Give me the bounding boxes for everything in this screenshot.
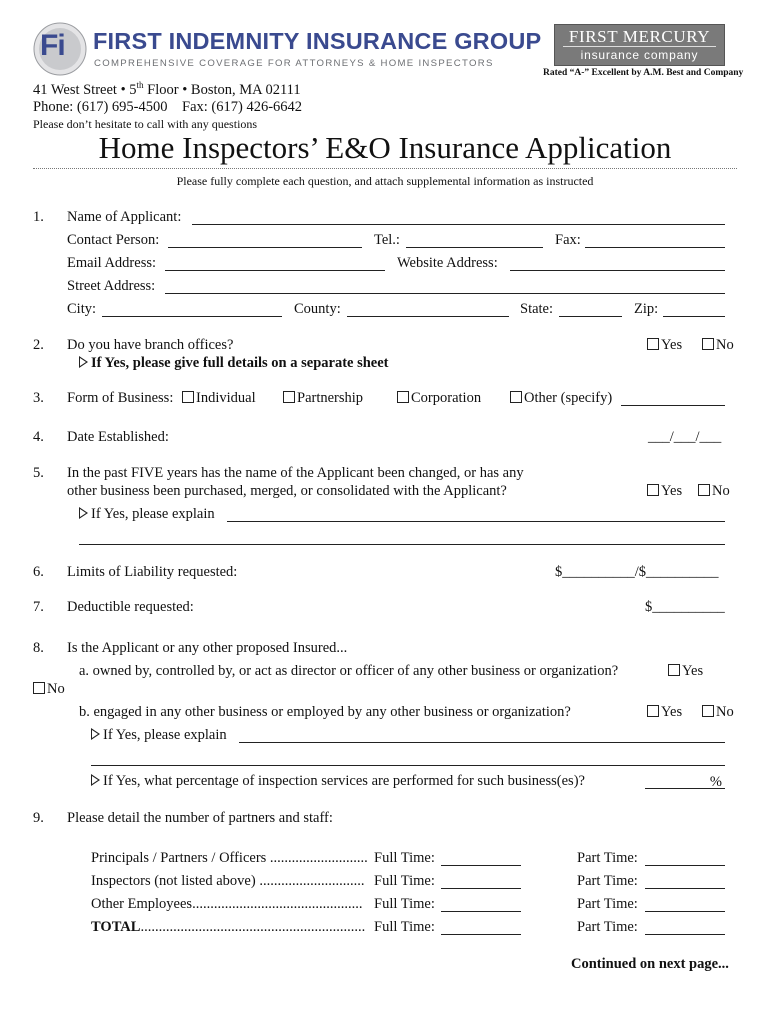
date-established-label: Date Established: <box>67 429 169 445</box>
city-label: City: <box>67 301 97 317</box>
opt-other[interactable] <box>510 390 612 407</box>
fax-field[interactable] <box>585 233 725 248</box>
q5-no-option[interactable] <box>698 483 730 500</box>
q9-number: 9. <box>33 810 44 826</box>
address-line <box>33 80 301 99</box>
title-divider <box>33 168 737 169</box>
q5-no-label: No <box>712 483 730 499</box>
part-time-label: Part Time: <box>577 919 638 935</box>
form-of-business-label: Form of Business: <box>67 390 174 406</box>
form-subtitle: Please fully complete each question, and attach supplemental information as instructed <box>176 174 594 188</box>
q8b-no-label: No <box>716 704 734 720</box>
fax-label: Fax: <box>555 232 581 248</box>
q2-no-label: No <box>716 337 734 353</box>
q6-number: 6. <box>33 564 44 580</box>
q2-no-option[interactable] <box>702 337 734 354</box>
triangle-pointer-icon <box>91 728 100 740</box>
triangle-pointer-icon <box>79 356 88 368</box>
q5-number: 5. <box>33 465 44 481</box>
q8b-text: b. engaged in any other business or employed by any other business or organization? <box>79 704 571 720</box>
zip-field[interactable] <box>663 302 725 317</box>
q5-explain-field[interactable] <box>227 507 725 522</box>
contact-person-field[interactable] <box>168 233 362 248</box>
q5-yes-option[interactable] <box>647 483 682 500</box>
staff-row-label: Other Employees............................................... <box>91 896 363 912</box>
q8-percentage-text: If Yes, what percentage of inspection services are performed for such business(es)? <box>103 773 585 789</box>
part-time-field[interactable] <box>645 920 725 935</box>
company-tagline: COMPREHENSIVE COVERAGE FOR ATTORNEYS & HOME INSPECTORS <box>94 58 494 69</box>
tel-label: Tel.: <box>374 232 400 248</box>
q8-percentage <box>91 773 585 790</box>
opt-corporation[interactable] <box>397 390 481 407</box>
q5-explain <box>79 506 215 523</box>
staff-row-label: Inspectors (not listed above) ............................. <box>91 873 365 889</box>
opt-individual[interactable] <box>182 390 256 407</box>
q8b-no-option[interactable] <box>702 704 734 721</box>
opt-partnership-label: Partnership <box>297 390 364 406</box>
logo-mark: Fi <box>40 29 65 62</box>
phone-line: Phone: (617) 695-4500 Fax: (617) 426-6642 <box>33 99 303 115</box>
city-field[interactable] <box>102 302 282 317</box>
total-leader: .............................................................. <box>140 919 366 935</box>
part-time-field[interactable] <box>645 897 725 912</box>
q8b-yes-label: Yes <box>661 704 683 720</box>
full-time-label: Full Time: <box>374 850 435 866</box>
checkbox-icon[interactable] <box>397 391 409 403</box>
q5-line1: In the past FIVE years has the name of the Applicant been changed, or has any <box>67 465 524 481</box>
q2-yes-option[interactable] <box>647 337 682 354</box>
part-time-label: Part Time: <box>577 850 638 866</box>
email-field[interactable] <box>165 256 385 271</box>
company-name: FIRST INDEMNITY INSURANCE GROUP <box>93 28 542 54</box>
applicant-name-label: Name of Applicant: <box>67 209 182 225</box>
q8a-yes-option[interactable] <box>668 663 703 680</box>
q8a-no-option[interactable] <box>33 681 65 698</box>
q2-followup <box>79 355 389 372</box>
deductible-label: Deductible requested: <box>67 599 194 615</box>
address-post: Floor • Boston, MA 02111 <box>143 81 301 98</box>
staff-total-row <box>91 919 365 936</box>
q5-line2: other business been purchased, merged, or consolidated with the Applicant? <box>67 483 507 499</box>
full-time-label: Full Time: <box>374 896 435 912</box>
q5-explain-text: If Yes, please explain <box>91 506 215 522</box>
q7-number: 7. <box>33 599 44 615</box>
staff-row-label: Principals / Partners / Officers ........................... <box>91 850 368 866</box>
checkbox-icon[interactable] <box>698 484 710 496</box>
full-time-label: Full Time: <box>374 873 435 889</box>
q1-number: 1. <box>33 209 44 225</box>
checkbox-icon[interactable] <box>510 391 522 403</box>
q8b-yes-option[interactable] <box>647 704 682 721</box>
address-pre: 41 West Street • 5 <box>33 81 137 98</box>
tel-field[interactable] <box>406 233 543 248</box>
q8a-text: a. owned by, controlled by, or act as director or officer of any other business or organization? <box>79 663 619 679</box>
full-time-field[interactable] <box>441 874 521 889</box>
q2-yes-label: Yes <box>661 337 683 353</box>
q5-explain-field-2[interactable] <box>79 530 725 545</box>
triangle-pointer-icon <box>91 774 100 786</box>
q5-yes-label: Yes <box>661 483 683 499</box>
partner-logo <box>554 24 725 66</box>
checkbox-icon[interactable] <box>182 391 194 403</box>
contact-note: Please don’t hesitate to call with any questions <box>33 117 258 131</box>
checkbox-icon[interactable] <box>647 484 659 496</box>
other-specify-field[interactable] <box>621 391 725 406</box>
part-time-label: Part Time: <box>577 873 638 889</box>
date-established-field[interactable]: ___/___/___ <box>648 429 722 445</box>
form-title: Home Inspectors’ E&O Insurance Application <box>98 130 672 165</box>
percent-sign: % <box>709 774 722 790</box>
state-field[interactable] <box>559 302 622 317</box>
applicant-name-field[interactable] <box>192 210 725 225</box>
checkbox-icon[interactable] <box>702 705 714 717</box>
full-time-field[interactable] <box>441 851 521 866</box>
county-field[interactable] <box>347 302 509 317</box>
deductible-field[interactable]: $__________ <box>645 599 725 615</box>
county-label: County: <box>294 301 341 317</box>
q3-number: 3. <box>33 390 44 406</box>
street-label: Street Address: <box>67 278 156 294</box>
q2-question: Do you have branch offices? <box>67 337 234 353</box>
address-sup: th <box>136 80 144 90</box>
part-time-field[interactable] <box>645 874 725 889</box>
full-time-label: Full Time: <box>374 919 435 935</box>
opt-partnership[interactable] <box>283 390 363 407</box>
q8-explain <box>91 727 227 744</box>
continued-note: Continued on next page... <box>571 956 729 972</box>
q8a-no-label: No <box>47 681 65 697</box>
checkbox-icon[interactable] <box>647 338 659 350</box>
q8-number: 8. <box>33 640 44 656</box>
part-time-label: Part Time: <box>577 896 638 912</box>
limits-field[interactable]: $__________/$__________ <box>555 564 719 580</box>
checkbox-icon[interactable] <box>33 682 45 694</box>
opt-corporation-label: Corporation <box>411 390 482 406</box>
checkbox-icon[interactable] <box>283 391 295 403</box>
q8a-yes-label: Yes <box>682 663 704 679</box>
q8-question: Is the Applicant or any other proposed Insured... <box>67 640 348 656</box>
checkbox-icon[interactable] <box>668 664 680 676</box>
q2-number: 2. <box>33 337 44 353</box>
full-time-field[interactable] <box>441 920 521 935</box>
q4-number: 4. <box>33 429 44 445</box>
part-time-field[interactable] <box>645 851 725 866</box>
street-field[interactable] <box>165 279 725 294</box>
full-time-field[interactable] <box>441 897 521 912</box>
q8-explain-text: If Yes, please explain <box>103 727 227 743</box>
total-label: TOTAL <box>91 919 141 935</box>
checkbox-icon[interactable] <box>702 338 714 350</box>
q8-explain-field-2[interactable] <box>91 751 725 766</box>
website-label: Website Address: <box>397 255 498 271</box>
opt-individual-label: Individual <box>196 390 256 406</box>
limits-label: Limits of Liability requested: <box>67 564 238 580</box>
triangle-pointer-icon <box>79 507 88 519</box>
website-field[interactable] <box>510 256 725 271</box>
email-label: Email Address: <box>67 255 157 271</box>
partner-subtitle: insurance company <box>580 48 699 62</box>
zip-label: Zip: <box>634 301 659 317</box>
q8-percentage-field[interactable] <box>645 774 725 789</box>
q2-followup-text: If Yes, please give full details on a separate sheet <box>91 355 389 371</box>
contact-person-label: Contact Person: <box>67 232 160 248</box>
rating-text: Rated “A-” Excellent by A.M. Best and Company <box>543 68 744 78</box>
state-label: State: <box>520 301 554 317</box>
opt-other-label: Other (specify) <box>524 390 613 406</box>
staff-label: Please detail the number of partners and staff: <box>67 810 333 826</box>
checkbox-icon[interactable] <box>647 705 659 717</box>
partner-name: FIRST MERCURY <box>568 27 711 46</box>
q8-explain-field[interactable] <box>239 728 725 743</box>
